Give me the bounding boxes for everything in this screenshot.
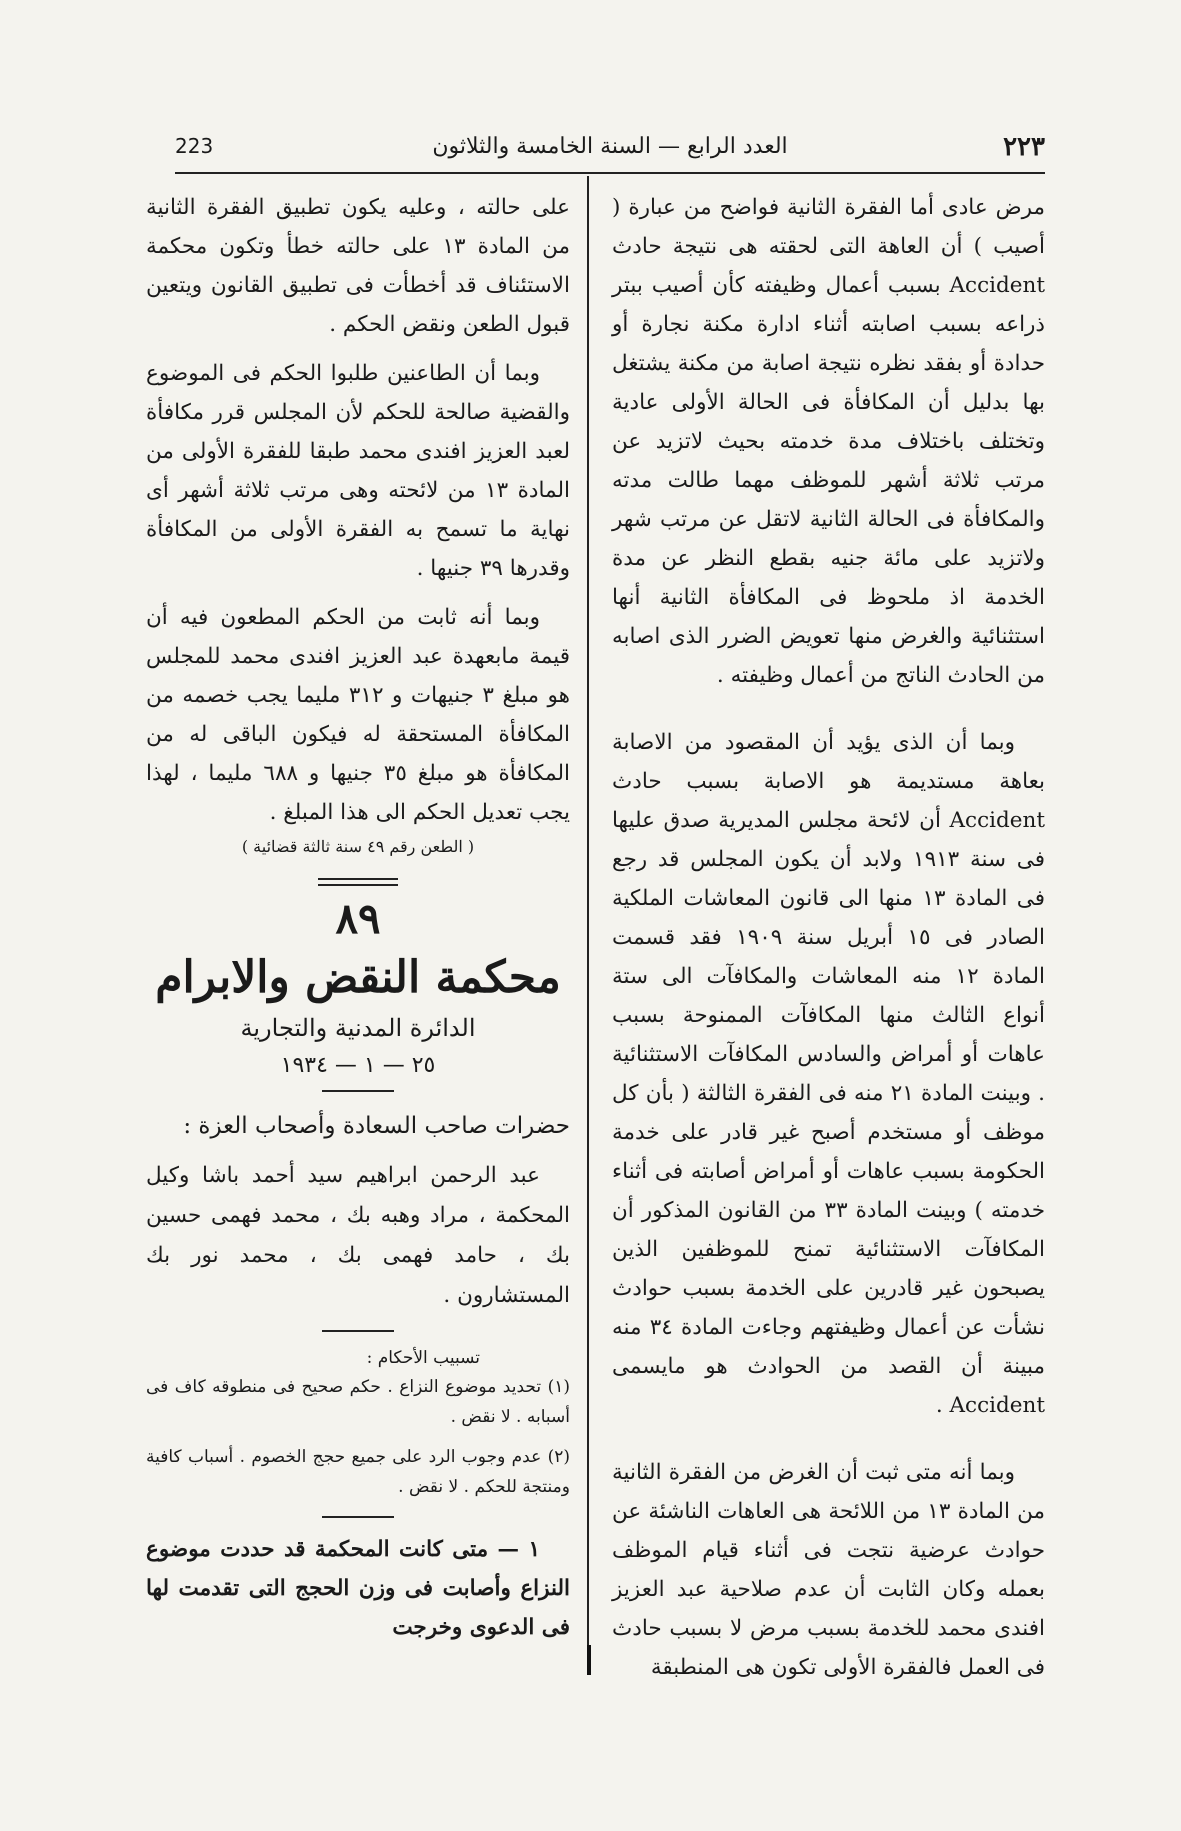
page-header (175, 128, 1045, 168)
presence-line: حضرات صاحب السعادة وأصحاب العزة : (183, 1113, 570, 1139)
reason-item: (٢) عدم وجوب الرد على جميع حجج الخصوم . أسباب كافية ومنتجة للحكم . لا نقض . (146, 1447, 570, 1497)
divider (322, 1516, 394, 1518)
paragraph: وبما أن الذى يؤيد أن المقصود من الاصابة بعاهة مستديمة هو الاصابة بسبب حادث Accident أن لائحة مجلس المديرية صدق عليها فى سنة ١٩١٣ ولابد أن يكون المجلس قد رجع فى المادة ١٣ منها الى قانون المعاشات الملكية الصادر فى ١٥ أبريل سنة ١٩٠٩ فقد قسمت المادة ١٢ منه المعاشات والمكافآت الى ستة أنواع الثالث منها المكافآت الممنوحة بسبب عاهات أو أمراض والسادس المكافآت الاستثنائية . وبينت المادة ٢١ منه فى الفقرة الثالثة ( بأن كل موظف أو مستخدم أصبح غير قادر على خدمة الحكومة بسبب عاهات أو أمراض أصابته فى أثناء خدمته ) وبينت المادة ٣٣ من القانون المذكور أن المكافآت الاستثنائية تمنح للموظفين الذين يصبحون غير قادرين على الخدمة بسبب حوادث نشأت عن أعمال وظيفتهم وجاءت المادة ٣٤ منه مبينة أن القصد من الحوادث هو مايسمى Accident . (612, 730, 1046, 1418)
page-number-latin: 223 (175, 134, 214, 158)
judgment-date: ٢٥ — ١ — ١٩٣٤ (280, 1053, 436, 1078)
column-divider-end (587, 1645, 591, 1675)
journal-issue-title: العدد الرابع — السنة الخامسة والثلاثون (432, 134, 788, 159)
court-title: محكمة النقض والابرام (155, 952, 561, 1003)
header-rule (175, 172, 1045, 174)
paragraph: وبما أن الطاعنين طلبوا الحكم فى الموضوع والقضية صالحة للحكم لأن المجلس قرر مكافأة لعبد العزيز افندى محمد طبقا للفقرة الأولى من المادة ١٣ من لائحته وهى مرتب ثلاثة أشهر أى نهاية ما تسمح به الفقرة الأولى من المكافأة وقدرها ٣٩ جنيها . (146, 361, 570, 581)
paragraph: على حالته ، وعليه يكون تطبيق الفقرة الثانية من المادة ١٣ على حالته خطأ وتكون محكمة الاستئناف قد أخطأت فى تطبيق القانون ويتعين قبول الطعن ونقض الحكم . (146, 195, 570, 337)
section-separator (318, 878, 398, 886)
paragraph: وبما أنه متى ثبت أن الغرض من الفقرة الثانية من المادة ١٣ من اللائحة هى العاهات الناشئة عن حوادث عرضية نتجت فى أثناء قيام الموظف بعمله وكان الثابت أن عدم صلاحية عبد العزيز افندى محمد للخدمة بسبب مرض لا بسبب حادث فى العمل فالفقرة الأولى تكون هى المنطبقة (612, 1460, 1045, 1680)
divider (322, 1090, 394, 1092)
court-circuit: الدائرة المدنية والتجارية (240, 1014, 476, 1042)
judges-list: عبد الرحمن ابراهيم سيد أحمد باشا وكيل المحكمة ، مراد وهبه بك ، محمد فهمى حسين بك ، حامد فهمى بك ، محمد نور بك المستشارون . (146, 1163, 570, 1308)
page-number-arabic: ٢٢٣ (1003, 132, 1045, 162)
right-column (612, 188, 1045, 1687)
divider (322, 1330, 394, 1332)
reason-item: (١) تحديد موضوع النزاع . حكم صحيح فى منطوقه كاف فى أسبابه . لا نقض . (146, 1377, 570, 1427)
left-column (146, 188, 570, 1647)
paragraph: مرض عادى أما الفقرة الثانية فواضح من عبارة ( أصيب ) أن العاهة التى لحقته هى نتيجة حادث Accident بسبب أعمال وظيفته كأن أصيب ببتر ذراعه بسبب اصابته أثناء ادارة مكنة نجارة أو حدادة أو بفقد نظره نتيجة اصابة من مكنة يشتغل بها بدليل أن المكافأة فى الحالة الأولى عادية وتختلف باختلاف مدة خدمته بحيث لاتزيد عن مرتب ثلاثة أشهر للموظف مهما طالت مدته والمكافأة فى الحالة الثانية لاتقل عن مرتب شهر ولاتزيد على مائة جنيه بقطع النظر عن مدة الخدمة اذ ملحوظ فى المكافأة الثانية أنها استثنائية والغرض منها تعويض الضرر الذى اصابه من الحادث الناتج من أعمال وظيفته . (612, 195, 1045, 688)
appeal-reference: ( الطعن رقم ٤٩ سنة ثالثة قضائية ) (241, 837, 475, 856)
reasons-heading: تسبيب الأحكام : (366, 1348, 480, 1368)
paragraph: وبما أنه ثابت من الحكم المطعون فيه أن قيمة مابعهدة عبد العزيز افندى محمد للمجلس هو مبلغ ٣ جنيهات و ٣١٢ مليما يجب خصمه من المكافأة المستحقة له فيكون الباقى له من المكافأة هو مبلغ ٣٥ جنيها و ٦٨٨ مليما ، لهذا يجب تعديل الحكم الى هذا المبلغ . (146, 605, 570, 825)
column-divider (587, 176, 589, 1646)
case-number: ٨٩ (335, 894, 381, 943)
reasons-list (146, 1372, 570, 1502)
paragraph: ١ — متى كانت المحكمة قد حددت موضوع النزاع وأصابت فى وزن الحجج التى تقدمت لها فى الدعوى وخرجت (146, 1537, 570, 1640)
